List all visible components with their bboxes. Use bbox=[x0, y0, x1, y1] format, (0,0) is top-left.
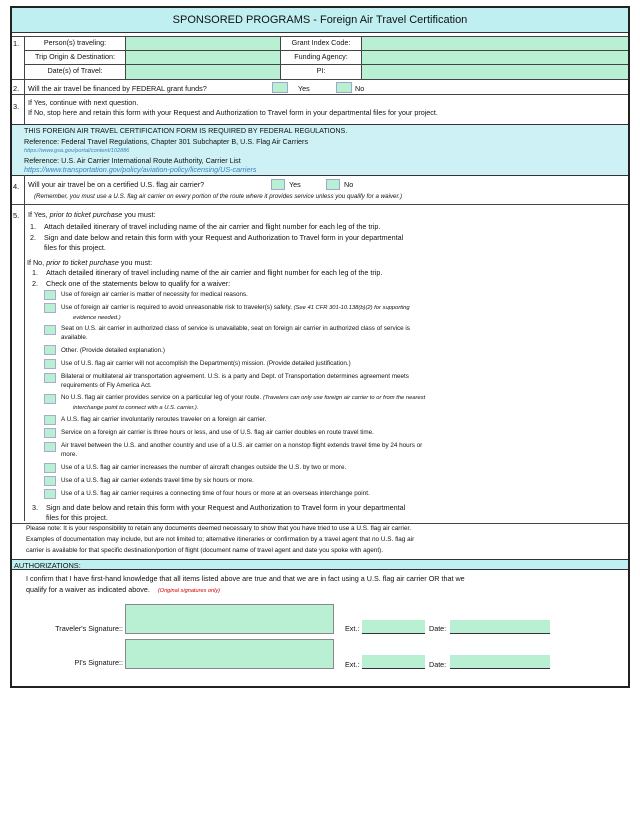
no-step-1-number: 1. bbox=[32, 268, 38, 277]
section-2-number: 2. bbox=[13, 84, 20, 93]
if-yes-prefix: If Yes, bbox=[28, 210, 48, 219]
waiver-option-safety-note-2: evidence needed.) bbox=[73, 315, 121, 321]
authorizations-heading: AUTHORIZATIONS: bbox=[12, 559, 628, 570]
traveler-ext-field[interactable] bbox=[362, 620, 425, 633]
waiver-checkbox-no-service[interactable] bbox=[44, 394, 56, 404]
waiver-option-seat-text-2: available. bbox=[61, 334, 88, 341]
if-yes-emphasis: prior to ticket purchase bbox=[49, 210, 123, 219]
federal-yes-checkbox[interactable] bbox=[272, 82, 288, 93]
section-3-line-1: If Yes, continue with next question. bbox=[28, 98, 139, 107]
original-signatures-note: (Original signatures only) bbox=[157, 588, 221, 594]
certification-line-2 bbox=[26, 585, 220, 594]
pi-date-label: Date: bbox=[429, 660, 447, 669]
traveler-signature-label: Traveler's Signature:: bbox=[55, 624, 123, 633]
waiver-option-six-hours: Use of a U.S. flag air carrier extends travel time by six hours or more. bbox=[61, 477, 254, 484]
federal-no-checkbox[interactable] bbox=[336, 82, 352, 93]
no-step-1-text: Attach detailed itinerary of travel including name of the air carrier and flight number for each leg of the trip. bbox=[46, 268, 383, 277]
waiver-checkbox-three-hours[interactable] bbox=[44, 428, 56, 438]
waiver-option-24-hours-text-2: more. bbox=[61, 451, 78, 458]
if-no-heading bbox=[27, 258, 152, 267]
waiver-option-safety bbox=[61, 303, 501, 323]
traveler-date-field[interactable] bbox=[450, 620, 550, 633]
reference-1-link[interactable]: https://www.gsa.gov/portal/content/102886 bbox=[24, 148, 130, 154]
if-yes-suffix: you must: bbox=[124, 210, 156, 219]
no-step-2-number: 2. bbox=[32, 279, 38, 288]
waiver-option-medical: Use of foreign air carrier is matter of necessity for medical reasons. bbox=[61, 291, 248, 298]
waiver-option-bilateral-text: Bilateral or multilateral air transportation agreement. U.S. is a party and Dept. of Transportation determines agreement meets bbox=[61, 373, 409, 380]
waiver-checkbox-medical[interactable] bbox=[44, 290, 56, 300]
us-flag-no-label: No bbox=[344, 180, 354, 189]
waiver-option-no-service-note: (Travelers can only use foreign air carrier to or from the nearest bbox=[262, 395, 426, 401]
funding-agency-label: Funding Agency: bbox=[294, 52, 348, 61]
funding-agency-field[interactable] bbox=[362, 51, 628, 64]
yes-step-number: 2. bbox=[30, 233, 36, 242]
federal-no-label: No bbox=[355, 84, 365, 93]
underline bbox=[362, 633, 425, 634]
section-3-line-2: If No, stop here and retain this form with your Request and Authorization to Travel form in your departmental files for your project. bbox=[28, 108, 438, 117]
divider bbox=[12, 204, 628, 205]
pi-label: PI: bbox=[316, 66, 326, 75]
section-1-number: 1. bbox=[13, 39, 20, 48]
waiver-checkbox-other[interactable] bbox=[44, 345, 56, 355]
grant-index-field[interactable] bbox=[362, 37, 628, 50]
reference-2: Reference: U.S. Air Carrier International Route Authority, Carrier List bbox=[24, 156, 241, 165]
pi-ext-label: Ext.: bbox=[345, 660, 360, 669]
regulations-heading: THIS FOREIGN AIR TRAVEL CERTIFICATION FORM IS REQUIRED BY FEDERAL REGULATIONS. bbox=[24, 126, 348, 135]
divider bbox=[24, 175, 25, 521]
pi-signature-field[interactable] bbox=[125, 639, 334, 669]
waiver-option-safety-text: Use of foreign air carrier is required to avoid unreasonable risk to traveler(s) safety. bbox=[61, 304, 292, 311]
yes-step-text: Sign and date below and retain this form with your Request and Authorization to Travel form in your departmental bbox=[44, 233, 404, 242]
persons-traveling-label: Person(s) traveling: bbox=[43, 38, 107, 47]
waiver-option-seat-unavailable bbox=[61, 324, 501, 342]
waiver-option-bilateral bbox=[61, 372, 501, 390]
persons-traveling-field[interactable] bbox=[126, 37, 280, 50]
waiver-checkbox-safety[interactable] bbox=[44, 303, 56, 313]
us-flag-reminder: (Remember, you must use a U.S. flag air carrier on every portion of the route where it provides service unless you qualify for a waiver.) bbox=[34, 193, 403, 200]
waiver-checkbox-seat-unavailable[interactable] bbox=[44, 325, 56, 335]
waiver-option-no-service-text: No U.S. flag air carrier provides service on a particular leg of your route. bbox=[61, 394, 262, 401]
us-flag-yes-checkbox[interactable] bbox=[271, 179, 285, 190]
trip-origin-field[interactable] bbox=[126, 51, 280, 64]
no-step-3-text-continued: files for this project. bbox=[46, 513, 108, 522]
underline bbox=[450, 633, 550, 634]
divider bbox=[12, 523, 628, 524]
waiver-checkbox-six-hours[interactable] bbox=[44, 476, 56, 486]
if-no-suffix: you must: bbox=[120, 258, 153, 267]
waiver-option-seat-text: Seat on U.S. air carrier in authorized class of service is unavailable, seat on foreign air carrier in authorized class of service is bbox=[61, 325, 410, 332]
if-no-prefix: If No, bbox=[27, 258, 45, 267]
us-flag-question: Will your air travel be on a certified U.S. flag air carrier? bbox=[28, 180, 205, 189]
pi-ext-field[interactable] bbox=[362, 655, 425, 668]
section-5-number: 5. bbox=[13, 211, 20, 220]
form-title: SPONSORED PROGRAMS - Foreign Air Travel Certification bbox=[12, 8, 628, 33]
dates-of-travel-label: Date(s) of Travel: bbox=[47, 66, 103, 75]
dates-of-travel-field[interactable] bbox=[126, 65, 280, 79]
waiver-option-safety-note: (See 41 CFR 301-10.138(b)(2) for supporting bbox=[293, 305, 410, 311]
pi-signature-label: PI's Signature:: bbox=[74, 658, 123, 667]
yes-step-text: Attach detailed itinerary of travel including name of the air carrier and flight number for each leg of the trip. bbox=[44, 222, 381, 231]
waiver-option-bilateral-text-2: requirements of Fly America Act. bbox=[61, 382, 152, 389]
waiver-checkbox-mission[interactable] bbox=[44, 359, 56, 369]
us-flag-yes-label: Yes bbox=[289, 180, 301, 189]
traveler-signature-field[interactable] bbox=[125, 604, 334, 634]
certification-line-1: I confirm that I have first-hand knowledge that all items listed above are true and that we are in fact using a U.S. flag air carrier OR that we bbox=[26, 574, 465, 583]
waiver-option-connecting-time: Use of a U.S. flag air carrier requires a connecting time of four hours or more at an overseas interchange point. bbox=[61, 490, 370, 497]
section-4-number: 4. bbox=[13, 182, 20, 191]
no-step-3-text: Sign and date below and retain this form with your Request and Authorization to Travel form in your departmental bbox=[46, 503, 406, 512]
underline bbox=[362, 668, 425, 669]
federal-yes-label: Yes bbox=[298, 84, 310, 93]
waiver-option-no-service bbox=[61, 393, 501, 413]
certification-line-2-text: qualify for a waiver as indicated above. bbox=[26, 585, 150, 594]
federal-funds-question: Will the air travel be financed by FEDERAL grant funds? bbox=[28, 84, 207, 93]
waiver-option-reroute: A U.S. flag air carrier involuntarily reroutes traveler on a foreign air carrier. bbox=[61, 416, 267, 423]
please-note-line-1: Please note: It is your responsibility to retain any documents deemed necessary to show that you have tried to use a U.S. flag air carrier. bbox=[26, 525, 412, 532]
please-note-line-2: Examples of documentation may include, but are not limited to; alternative itineraries or confirmation by a travel agent that no U.S. flag air bbox=[26, 536, 415, 543]
waiver-checkbox-reroute[interactable] bbox=[44, 415, 56, 425]
yes-step-text-continued: files for this project. bbox=[44, 243, 106, 252]
waiver-option-other: Other. (Provide detailed explanation.) bbox=[61, 347, 165, 354]
traveler-ext-label: Ext.: bbox=[345, 624, 360, 633]
if-yes-heading bbox=[28, 210, 155, 219]
traveler-date-label: Date: bbox=[429, 624, 447, 633]
trip-origin-label: Trip Origin & Destination: bbox=[34, 52, 116, 61]
divider bbox=[12, 79, 628, 80]
please-note-line-3: carrier is available for that specific destination/portion of flight (document name of travel agent and date you spoke with agent). bbox=[26, 547, 384, 554]
yes-step-number: 1. bbox=[30, 222, 36, 231]
pi-date-field[interactable] bbox=[450, 655, 550, 668]
divider bbox=[24, 79, 25, 124]
waiver-checkbox-24-hours[interactable] bbox=[44, 442, 56, 452]
pi-field[interactable] bbox=[362, 65, 628, 79]
section-3-number: 3. bbox=[13, 102, 20, 111]
us-flag-no-checkbox[interactable] bbox=[326, 179, 340, 190]
waiver-checkbox-aircraft-changes[interactable] bbox=[44, 463, 56, 473]
waiver-option-24-hours-text: Air travel between the U.S. and another country and use of a U.S. air carrier on a nonstop flight extends travel time by 24 hours or bbox=[61, 442, 423, 449]
waiver-option-24-hours bbox=[61, 441, 501, 459]
no-step-3-number: 3. bbox=[32, 503, 38, 512]
waiver-option-aircraft-changes: Use of a U.S. flag air carrier increases the number of aircraft changes outside the U.S. by two or more. bbox=[61, 464, 347, 471]
waiver-checkbox-bilateral[interactable] bbox=[44, 373, 56, 383]
if-no-emphasis: prior to ticket purchase bbox=[46, 258, 119, 267]
grant-index-label: Grant Index Code: bbox=[291, 38, 351, 47]
divider bbox=[12, 94, 628, 95]
waiver-option-three-hours: Service on a foreign air carrier is three hours or less, and use of U.S. flag air carrier doubles en route travel time. bbox=[61, 429, 374, 436]
waiver-checkbox-connecting-time[interactable] bbox=[44, 489, 56, 499]
waiver-option-no-service-note-2: interchange point to connect with a U.S. carrier.). bbox=[73, 405, 199, 411]
reference-1: Reference: Federal Travel Regulations, Chapter 301 Subchapter B, U.S. Flag Air Carriers bbox=[24, 137, 309, 146]
reference-2-link[interactable]: https://www.transportation.gov/policy/aviation-policy/licensing/US-carriers bbox=[24, 165, 257, 174]
underline bbox=[450, 668, 550, 669]
no-step-2-text: Check one of the statements below to qualify for a waiver: bbox=[46, 279, 231, 288]
waiver-option-mission: Use of U.S. flag air carrier will not accomplish the Department(s) mission. (Provide detailed justification.) bbox=[61, 360, 351, 367]
